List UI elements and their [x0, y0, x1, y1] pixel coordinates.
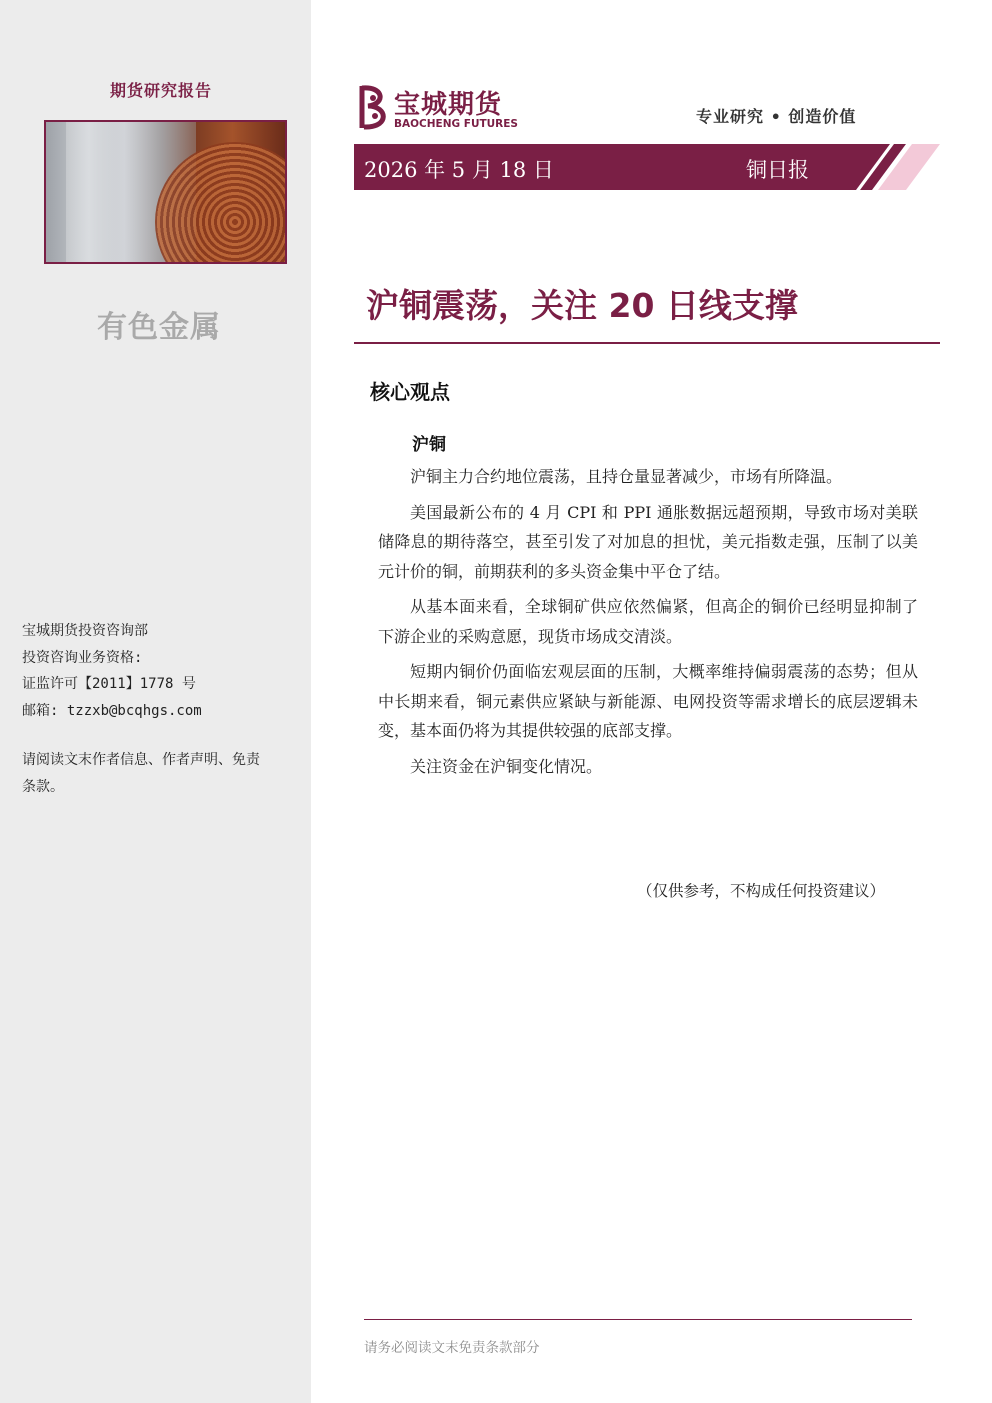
- sector-label: 有色金属: [97, 310, 221, 345]
- paragraph: 沪铜主力合约地位震荡，且持仓量显著减少，市场有所降温。: [410, 467, 843, 486]
- date-banner: [354, 144, 940, 190]
- company-logo: [356, 84, 556, 134]
- logo-english-name: BAOCHENG FUTURES: [394, 118, 518, 130]
- paragraph: 短期内铜价仍面临宏观层面的压制，大概率维持偏弱震荡的态势；但从中长期来看，铜元素供应紧缺与新能源、电网投资等需求增长的底层逻辑未变，基本面仍将为其提供较强的底部支撑。: [378, 662, 918, 740]
- section-title: 核心观点: [370, 380, 450, 404]
- paragraph: 关注资金在沪铜变化情况。: [410, 756, 603, 776]
- footer-divider: [364, 1319, 912, 1320]
- contact-qualification: 投资咨询业务资格:: [22, 649, 143, 666]
- disclaimer-note: （仅供参考，不构成任何投资建议）: [637, 882, 886, 900]
- body-text: [378, 462, 918, 787]
- report-type-label: 期货研究报告: [109, 81, 212, 100]
- headline-divider: [354, 342, 940, 344]
- cover-photo: [44, 120, 287, 264]
- contact-email: 邮箱: tzzxb@bcqhgs.com: [22, 702, 202, 719]
- footer-text: 请务必阅读文末免责条款部分: [364, 1340, 540, 1356]
- slogan: 专业研究 • 创造价值: [696, 107, 857, 126]
- contact-department: 宝城期货投资咨询部: [22, 623, 148, 639]
- headline: 沪铜震荡，关注 20 日线支撑: [366, 286, 798, 325]
- paragraph: 从基本面来看，全球铜矿供应依然偏紧，但高企的铜价已经明显抑制了下游企业的采购意愿，现货市场成交清淡。: [378, 597, 918, 646]
- sidebar: [0, 0, 311, 1403]
- sub-title: 沪铜: [412, 435, 446, 455]
- logo-mark-icon: [356, 84, 392, 130]
- logo-chinese-name: 宝城期货: [394, 90, 503, 120]
- report-date: 2026 年 5 月 18 日: [364, 158, 554, 182]
- contact-license: 证监许可【2011】1778 号: [22, 676, 196, 692]
- sidebar-notice: 请阅读文末作者信息、作者声明、免责条款。: [22, 752, 260, 795]
- paragraph: 美国最新公布的 4 月 CPI 和 PPI 通胀数据远超预期，导致市场对美联储降息的期待落空，甚至引发了对加息的担忧，美元指数走强，压制了以美元计价的铜，前期获利的多头资金集中平仓了结。: [378, 502, 918, 581]
- report-name: 铜日报: [746, 158, 809, 182]
- contact-info: [22, 618, 302, 724]
